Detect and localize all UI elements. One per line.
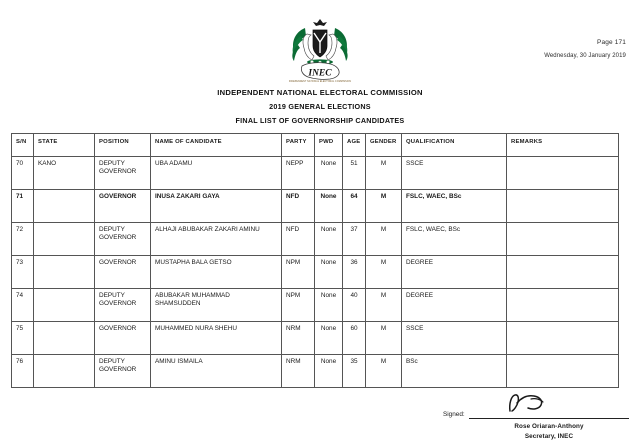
cell-pwd: None [315,256,343,289]
cell-qualification: SSCE [402,157,507,190]
page-number: Page 171 [596,39,626,46]
cell-name: MUSTAPHA BALA GETSO [151,256,282,289]
page-meta [544,38,626,61]
cell-name: MUHAMMED NURA SHEHU [151,322,282,355]
cell-name: AMINU ISMAILA [151,355,282,388]
column-header-sn: S/N [12,134,34,157]
cell-pwd: None [315,223,343,256]
cell-position: DEPUTY GOVERNOR [95,289,151,322]
cell-qualification: SSCE [402,322,507,355]
table-body [12,157,619,388]
column-header-state: STATE [34,134,95,157]
column-header-position: POSITION [95,134,151,157]
column-header-qualification: QUALIFICATION [402,134,507,157]
cell-party: NFD [282,190,315,223]
cell-name: INUSA ZAKARI GAYA [151,190,282,223]
cell-position: GOVERNOR [95,322,151,355]
column-header-gender: GENDER [366,134,402,157]
cell-age: 36 [343,256,366,289]
cell-position: DEPUTY GOVERNOR [95,157,151,190]
cell-sn: 76 [12,355,34,388]
table-row [12,157,619,190]
svg-text:INDEPENDENT NATIONAL ELECTORAL: INDEPENDENT NATIONAL ELECTORAL COMMISSION [288,81,352,83]
signatory-role: Secretary, INEC [524,433,574,440]
cell-state [34,322,95,355]
cell-name: ALHAJI ABUBAKAR ZAKARI AMINU [151,223,282,256]
page-title: INDEPENDENT NATIONAL ELECTORAL COMMISSION [217,88,423,97]
cell-age: 64 [343,190,366,223]
cell-remarks [507,355,619,388]
inec-logo [283,12,357,84]
cell-qualification: FSLC, WAEC, BSc [402,190,507,223]
page-subtitle-2: FINAL LIST OF GOVERNORSHIP CANDIDATES [235,116,405,125]
cell-state [34,289,95,322]
signature-block [443,398,629,444]
cell-sn: 74 [12,289,34,322]
column-header-party: PARTY [282,134,315,157]
cell-position: GOVERNOR [95,256,151,289]
signature-mark [507,393,549,418]
cell-gender: M [366,289,402,322]
cell-gender: M [366,157,402,190]
cell-state [34,190,95,223]
page-subtitle: 2019 GENERAL ELECTIONS [269,102,371,111]
cell-sn: 70 [12,157,34,190]
cell-state [34,256,95,289]
cell-position: GOVERNOR [95,190,151,223]
signature-line [469,398,629,419]
column-header-age: AGE [343,134,366,157]
cell-age: 37 [343,223,366,256]
cell-party: NFD [282,223,315,256]
table-row [12,223,619,256]
cell-remarks [507,322,619,355]
cell-qualification: DEGREE [402,256,507,289]
cell-position: DEPUTY GOVERNOR [95,355,151,388]
table-row [12,256,619,289]
cell-gender: M [366,190,402,223]
column-header-pwd: PWD [315,134,343,157]
cell-age: 60 [343,322,366,355]
cell-pwd: None [315,289,343,322]
cell-qualification: FSLC, WAEC, BSc [402,223,507,256]
column-header-name: NAME OF CANDIDATE [151,134,282,157]
table-row [12,190,619,223]
cell-sn: 71 [12,190,34,223]
cell-remarks [507,256,619,289]
signed-label: Signed: [443,411,465,418]
cell-party: NPM [282,256,315,289]
table-row [12,355,619,388]
table-row [12,289,619,322]
cell-sn: 72 [12,223,34,256]
cell-age: 35 [343,355,366,388]
cell-state [34,223,95,256]
candidates-table-wrapper [11,133,618,388]
cell-state [34,355,95,388]
cell-age: 40 [343,289,366,322]
cell-name: UBA ADAMU [151,157,282,190]
cell-gender: M [366,322,402,355]
cell-gender: M [366,355,402,388]
cell-qualification: DEGREE [402,289,507,322]
cell-remarks [507,289,619,322]
cell-party: NPM [282,289,315,322]
cell-name: ABUBAKAR MUHAMMAD SHAMSUDDEN [151,289,282,322]
cell-pwd: None [315,157,343,190]
candidates-table [11,133,619,388]
cell-gender: M [366,256,402,289]
cell-party: NRM [282,322,315,355]
document-date: Wednesday, 30 January 2019 [544,53,626,60]
cell-gender: M [366,223,402,256]
cell-pwd: None [315,190,343,223]
document-title-block [0,88,640,125]
cell-pwd: None [315,322,343,355]
table-row [12,322,619,355]
svg-text:INEC: INEC [308,68,332,79]
cell-remarks [507,157,619,190]
cell-remarks [507,223,619,256]
cell-pwd: None [315,355,343,388]
cell-sn: 75 [12,322,34,355]
table-header-row [12,134,619,157]
signatory-name: Rose Oriaran-Anthony [514,423,584,430]
cell-state: KANO [34,157,95,190]
signature-row [443,398,629,419]
cell-party: NRM [282,355,315,388]
cell-age: 51 [343,157,366,190]
cell-remarks [507,190,619,223]
column-header-remarks: REMARKS [507,134,619,157]
cell-party: NEPP [282,157,315,190]
coat-of-arms-icon [283,12,357,84]
cell-sn: 73 [12,256,34,289]
cell-qualification: BSc [402,355,507,388]
cell-position: DEPUTY GOVERNOR [95,223,151,256]
